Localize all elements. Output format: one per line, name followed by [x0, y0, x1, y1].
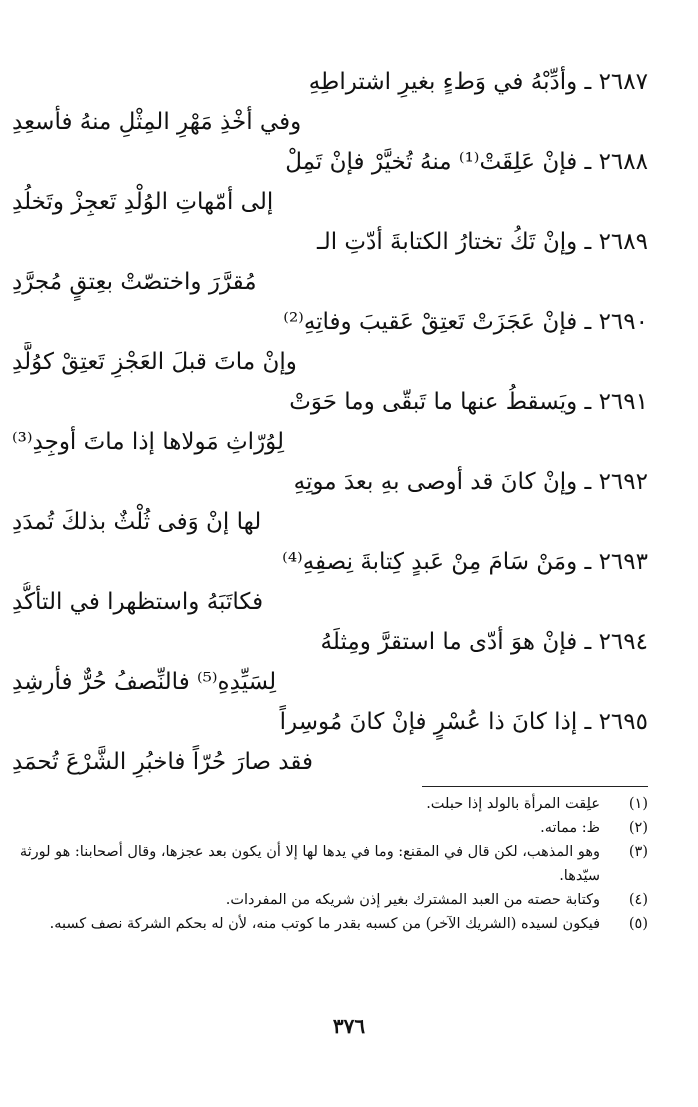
footnote-number: (٥) [628, 916, 648, 932]
footnotes [12, 792, 648, 936]
verse-first-hemistich: ٢٦٩١ ـ ويَسقطُ عنها ما تَبقّى وما حَوَتْ [289, 389, 648, 415]
footnote [12, 816, 648, 840]
footnote-number: (٢) [628, 820, 648, 836]
poem-verses [12, 62, 648, 782]
verse-second-hemistich: لِوُرّاثِ مَولاها إذا ماتَ أوجِدِ⁽³⁾ [12, 429, 285, 455]
verse-first-hemistich: ٢٦٨٩ ـ وإنْ تَكُ تختارُ الكتابةَ أدّتِ الـ [316, 229, 648, 255]
verse-first-hemistich: ٢٦٨٧ ـ وأدِّبْهُ في وَطءٍ بغيرِ اشتراطِهِ [308, 69, 648, 95]
verse-second-hemistich: إلى أمّهاتِ الوُلْدِ تَعجِزْ وتَخلُدِ [12, 189, 274, 215]
verse-second-hemistich: مُقرَّرَ واختصّتْ بعِتقٍ مُجرَّدِ [12, 269, 257, 295]
footnote-text: ظ: مماته. [540, 820, 600, 836]
verse-second-hemistich: وإنْ ماتَ قبلَ العَجْزِ تَعتِقْ كوُلَّدِ [12, 349, 297, 375]
footnote-number: (٤) [628, 892, 648, 908]
footnote-text: وهو المذهب، لكن قال في المقنع: وما في يدها لها إلا أن يكون بعد عجزها، وقال أصحابنا: هو لورثة سيّدها. [19, 844, 600, 884]
footnote [12, 792, 648, 816]
verse-first-hemistich: ٢٦٩٤ ـ فإنْ هوَ أدّى ما استقرَّ ومِثلَهُ [320, 629, 648, 655]
verse-second-hemistich: فقد صارَ حُرّاً فاخبُرِ الشَّرْعَ تُحمَدِ [12, 749, 313, 775]
footnote-divider [422, 786, 648, 787]
footnote [12, 912, 648, 936]
footnote-text: وكتابة حصته من العبد المشترك بغير إذن شريكه من المفردات. [225, 892, 600, 908]
verse-second-hemistich: لها إنْ وَفى ثُلْثٌ بذلكَ تُمدَدِ [12, 509, 262, 535]
footnote-text: فيكون لسيده (الشريك الآخر) من كسبه بقدر ما كوتب منه، لأن له بحكم الشركة نصف كسبه. [49, 916, 600, 932]
verse-first-hemistich: ٢٦٩٥ ـ إذا كانَ ذا عُسْرٍ فإنْ كانَ مُوسِراً [279, 709, 648, 735]
footnote-number: (٣) [628, 844, 648, 860]
footnote [12, 840, 648, 888]
verse-first-hemistich: ٢٦٨٨ ـ فإنْ عَلِقَتْ⁽¹⁾ منهُ تُخيَّرْ فإنْ تَمِلْ [285, 149, 648, 175]
footnote [12, 888, 648, 912]
verse-first-hemistich: ٢٦٩٣ ـ ومَنْ سَامَ مِنْ عَبدٍ كِتابةَ نِصفِهِ⁽⁴⁾ [282, 549, 648, 575]
footnote-number: (١) [628, 796, 648, 812]
verse-second-hemistich: فكاتَبَهُ واستظهرا في التأكُّدِ [12, 589, 264, 615]
footnote-text: علِقت المرأة بالولد إذا حبلت. [426, 796, 600, 812]
verse-second-hemistich: وفي أخْذِ مَهْرِ المِثْلِ منهُ فأسعِدِ [12, 109, 302, 135]
verse-first-hemistich: ٢٦٩٠ ـ فإنْ عَجَزَتْ تَعتِقْ عَقيبَ وفاتِهِ⁽²⁾ [283, 309, 648, 335]
verse-first-hemistich: ٢٦٩٢ ـ وإنْ كانَ قد أوصى بهِ بعدَ موتِهِ [293, 469, 648, 495]
page-number: ٣٧٦ [332, 1014, 366, 1038]
verse-second-hemistich: لِسَيِّدِهِ⁽⁵⁾ فالنِّصفُ حُرٌّ فأرشِدِ [12, 669, 277, 695]
